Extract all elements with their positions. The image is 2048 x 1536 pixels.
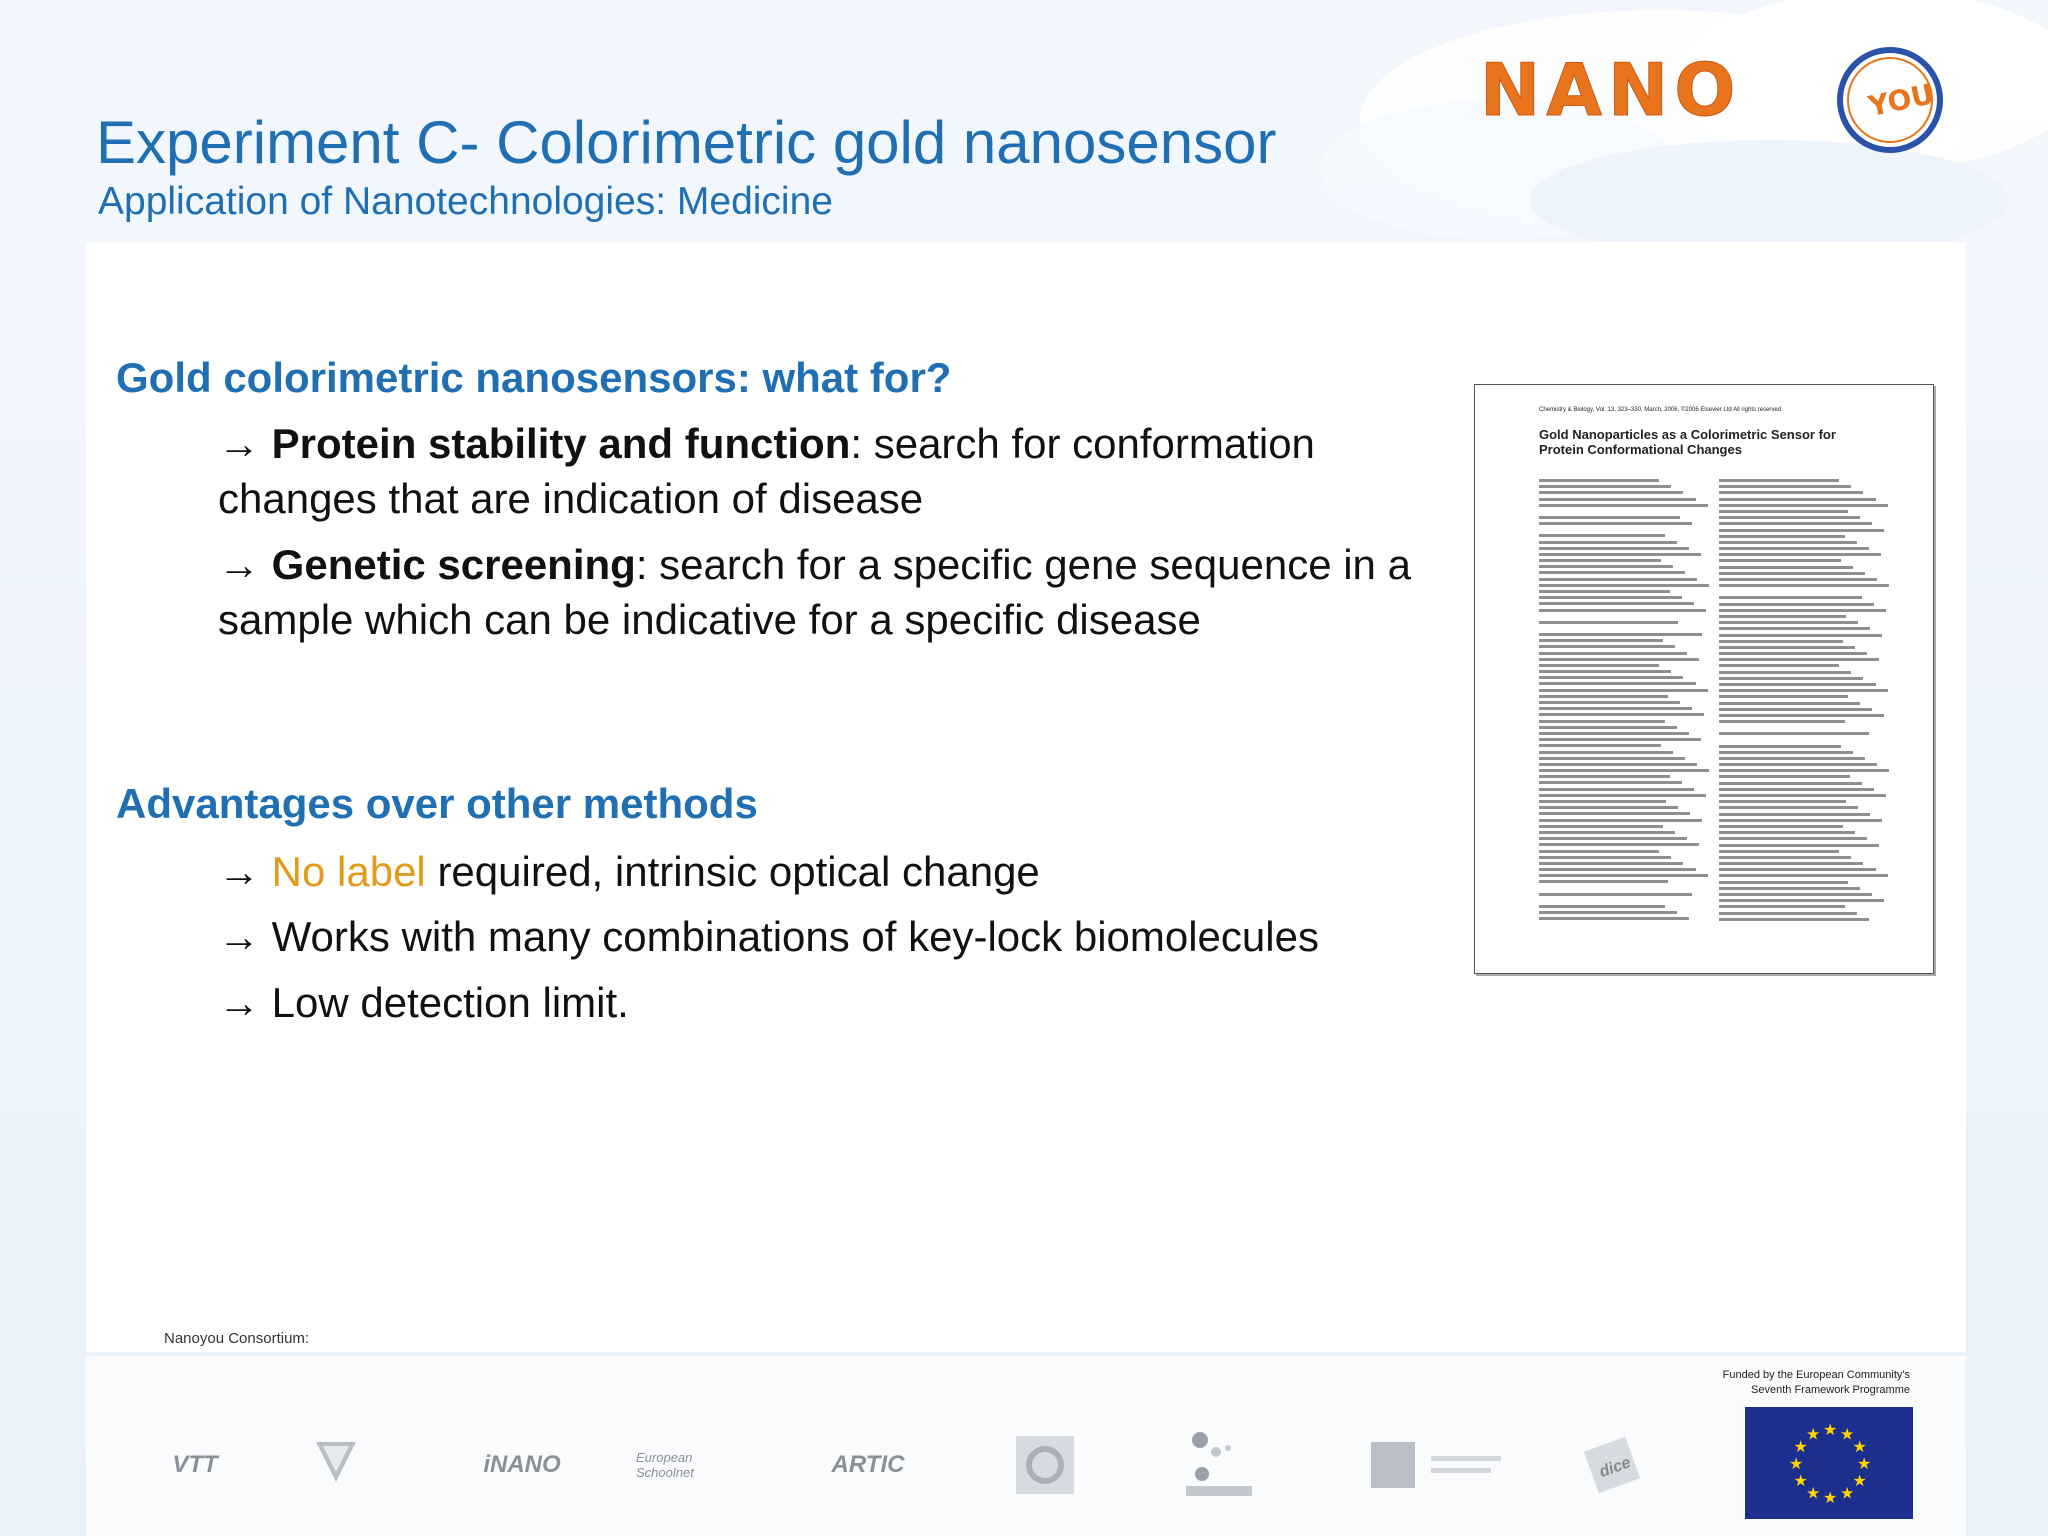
logo-text: NANO (1480, 48, 1742, 132)
paper-text-line (1719, 547, 1869, 550)
paper-text-line (1539, 516, 1680, 519)
arrow: → (218, 913, 260, 960)
paper-text-line (1719, 887, 1860, 890)
slide-title: Experiment C- Colorimetric gold nanosensor (96, 109, 1277, 176)
paper-text-line (1719, 788, 1874, 791)
paper-text-line (1719, 603, 1874, 606)
paper-text-line (1539, 522, 1692, 525)
logo-circle-text: YOU (1865, 77, 1937, 124)
paper-text-line (1719, 504, 1888, 507)
paper-text-line (1539, 565, 1673, 568)
paper-text-line (1539, 491, 1683, 494)
paper-text-line (1539, 800, 1666, 803)
paper-text-line (1719, 720, 1845, 723)
paper-text-line (1539, 720, 1665, 723)
paper-text-line (1539, 485, 1671, 488)
paper-text-line (1719, 874, 1888, 877)
paper-text-line (1539, 639, 1663, 642)
eu-star-icon: ★ (1793, 1439, 1808, 1456)
paper-text-line (1719, 510, 1848, 513)
eu-star-icon: ★ (1840, 1485, 1855, 1503)
paper-text-line (1719, 621, 1858, 624)
paper-text-line (1539, 917, 1689, 920)
paper-text-line (1719, 702, 1860, 705)
paper-text-line (1719, 881, 1848, 884)
paper-column-right (1719, 479, 1891, 949)
paper-text-line (1719, 485, 1851, 488)
paper-text-line (1539, 726, 1677, 729)
paper-text-line (1539, 744, 1661, 747)
bullet-key-lock (218, 909, 1448, 964)
eu-star-icon: ★ (1789, 1456, 1804, 1473)
paper-text-line (1539, 682, 1696, 685)
paper-text-line (1539, 738, 1701, 741)
funded-by-text: Funded by the European Community's Seventh Framework Programme (1722, 1369, 1910, 1396)
paper-text-line (1539, 905, 1665, 908)
partner-logo-dots (1180, 1430, 1260, 1500)
paper-text-line (1719, 658, 1879, 661)
paper-text-line (1539, 609, 1706, 612)
arrow: → (218, 848, 260, 895)
paper-text-line (1719, 862, 1863, 865)
paper-text-line (1539, 819, 1702, 822)
paper-text-line (1539, 856, 1671, 859)
paper-text-line (1719, 572, 1865, 575)
paper-text-line (1719, 677, 1863, 680)
paper-text-line (1539, 670, 1671, 673)
paper-text-line (1539, 862, 1683, 865)
paper-text-line (1719, 763, 1877, 766)
paper-text-line (1719, 671, 1851, 674)
paper-text-line (1719, 732, 1869, 735)
paper-text-line (1539, 602, 1694, 605)
paper-text-line (1539, 504, 1708, 507)
paper-text-line (1719, 541, 1857, 544)
paper-text-line (1719, 714, 1884, 717)
partner-logo-grey (1364, 1430, 1514, 1500)
bullet-no-label (218, 844, 1448, 899)
paper-text-line (1719, 850, 1839, 853)
section-heading-what-for: Gold colorimetric nanosensors: what for? (116, 354, 952, 401)
paper-text-line (1539, 825, 1663, 828)
paper-text-line (1719, 634, 1882, 637)
bullet-bold-term: Protein stability and function (271, 420, 851, 467)
paper-text-line (1539, 676, 1683, 679)
paper-text-line (1719, 800, 1846, 803)
eu-star-icon: ★ (1852, 1439, 1867, 1456)
paper-text-line (1539, 732, 1689, 735)
paper-text-line (1539, 707, 1692, 710)
paper-title: Gold Nanoparticles as a Colorimetric Sensor for Protein Conformational Changes (1539, 427, 1836, 457)
paper-text-line (1719, 708, 1872, 711)
paper-text-line (1719, 775, 1850, 778)
paper-text-line (1539, 584, 1709, 587)
paper-text-line (1719, 769, 1889, 772)
paper-text-line (1539, 812, 1690, 815)
paper-text-line (1719, 627, 1870, 630)
bullet-protein-stability (218, 416, 1448, 526)
paper-text-line (1719, 596, 1862, 599)
paper-text-line (1539, 788, 1694, 791)
paper-text-line (1539, 880, 1668, 883)
paper-text-line (1719, 782, 1862, 785)
eu-star-icon: ★ (1840, 1426, 1855, 1444)
paper-text-line (1719, 819, 1882, 822)
paper-text-line (1719, 689, 1888, 692)
paper-text-line (1719, 522, 1872, 525)
paper-text-line (1539, 769, 1709, 772)
paper-text-line (1539, 534, 1665, 537)
paper-text-line (1539, 633, 1702, 636)
paper-text-line (1539, 664, 1659, 667)
paper-text-line (1719, 745, 1841, 748)
paper-text-line (1539, 621, 1678, 624)
paper-text-line (1539, 541, 1677, 544)
section-heading-advantages: Advantages over other methods (116, 780, 758, 827)
paper-text-line (1719, 553, 1881, 556)
partner-logo-dice (1572, 1430, 1652, 1500)
paper-text-line (1539, 701, 1680, 704)
paper-text-line (1719, 813, 1870, 816)
paper-text-line (1719, 566, 1853, 569)
paper-text-line (1719, 899, 1884, 902)
paper-text-line (1719, 856, 1851, 859)
paper-text-line (1719, 806, 1858, 809)
paper-text-line (1539, 695, 1668, 698)
paper-text-line (1719, 844, 1879, 847)
paper-text-line (1539, 911, 1677, 914)
bullet-genetic-screening (218, 537, 1448, 647)
paper-text-line (1719, 479, 1839, 482)
paper-text-line (1539, 596, 1682, 599)
paper-text-line (1539, 658, 1699, 661)
partner-logo-vtt: VTT (172, 1451, 218, 1478)
bullet-text: : search for a specific gene sequence in a sample which can be indicative for a specific disease (218, 541, 1411, 643)
partner-logo-square (1012, 1430, 1078, 1500)
paper-text-line (1719, 640, 1843, 643)
paper-text-line (1719, 912, 1857, 915)
bullet-detection-limit (218, 975, 1448, 1030)
paper-text-line (1719, 529, 1884, 532)
paper-text-line (1719, 831, 1855, 834)
paper-text-line (1719, 664, 1839, 667)
paper-text-line (1539, 837, 1687, 840)
paper-text-line (1539, 794, 1706, 797)
paper-text-line (1539, 751, 1673, 754)
paper-text-line (1719, 535, 1845, 538)
eu-star-icon: ★ (1793, 1473, 1808, 1490)
eu-star-icon: ★ (1857, 1456, 1872, 1473)
paper-text-line (1539, 713, 1704, 716)
paper-text-line (1719, 868, 1876, 871)
paper-text-line (1539, 645, 1675, 648)
paper-text-line (1719, 751, 1853, 754)
paper-text-line (1539, 479, 1659, 482)
paper-text-line (1539, 893, 1692, 896)
paper-text-line (1539, 498, 1696, 501)
paper-text-line (1539, 689, 1708, 692)
partner-logo-artic: ARTIC (831, 1451, 905, 1478)
paper-text-line (1719, 918, 1869, 921)
paper-text-line (1539, 781, 1682, 784)
paper-text-line (1539, 590, 1670, 593)
paper-text-line (1719, 584, 1889, 587)
bullet-text: : search for conformation changes that are indication of disease (218, 420, 1315, 522)
paper-journal-line: Chemistry & Biology, Vol. 13, 323–330, March, 2006, ©2006 Elsevier Ltd All rights reserved (1539, 407, 1782, 413)
bullet-text: required, intrinsic optical change (425, 848, 1040, 895)
paper-text-line (1539, 831, 1675, 834)
paper-column-left (1539, 479, 1711, 949)
consortium-label: Nanoyou Consortium: (164, 1330, 310, 1347)
eu-star-icon: ★ (1823, 1422, 1838, 1439)
bullet-text: Works with many combinations of key-lock biomolecules (271, 913, 1319, 960)
paper-text-line (1719, 559, 1841, 562)
bullet-highlight: No label (271, 848, 426, 895)
paper-text-line (1719, 491, 1863, 494)
paper-text-line (1539, 843, 1699, 846)
partner-logo-european-schoolnet: European Schoolnet (636, 1450, 694, 1480)
eu-star-icon: ★ (1823, 1490, 1838, 1507)
paper-text-line (1539, 806, 1678, 809)
paper-text-line (1539, 578, 1697, 581)
paper-text-line (1539, 571, 1685, 574)
paper-text-line (1539, 775, 1670, 778)
paper-text-line (1539, 553, 1701, 556)
eu-star-icon: ★ (1852, 1473, 1867, 1490)
bullet-text: Low detection limit. (271, 979, 629, 1026)
paper-text-line (1539, 850, 1659, 853)
svg-text:dice: dice (1597, 1454, 1634, 1482)
paper-thumbnail (1474, 384, 1934, 974)
paper-text-line (1539, 757, 1685, 760)
paper-text-line (1719, 652, 1867, 655)
paper-text-line (1719, 837, 1867, 840)
paper-text-line (1719, 893, 1872, 896)
paper-text-line (1719, 794, 1886, 797)
paper-text-line (1719, 615, 1846, 618)
paper-text-line (1539, 652, 1687, 655)
paper-text-line (1719, 609, 1886, 612)
arrow: → (218, 541, 260, 588)
paper-text-line (1719, 695, 1848, 698)
eu-star-icon: ★ (1806, 1426, 1821, 1444)
bullet-bold-term: Genetic screening (271, 541, 636, 588)
paper-text-line (1539, 874, 1708, 877)
arrow: → (218, 979, 260, 1026)
paper-text-line (1539, 763, 1697, 766)
paper-text-line (1719, 646, 1855, 649)
eu-star-icon: ★ (1806, 1485, 1821, 1503)
eu-flag-icon (1745, 1407, 1913, 1519)
paper-text-line (1539, 559, 1661, 562)
paper-text-line (1719, 757, 1865, 760)
slide-subtitle: Application of Nanotechnologies: Medicine (98, 180, 833, 223)
paper-text-line (1719, 905, 1845, 908)
paper-text-line (1539, 547, 1689, 550)
paper-text-line (1719, 578, 1877, 581)
paper-text-line (1719, 825, 1843, 828)
partner-logo-crest (296, 1430, 376, 1500)
nanoyou-logo (1480, 40, 1960, 190)
arrow: → (218, 420, 260, 467)
paper-text-line (1719, 683, 1876, 686)
paper-text-line (1719, 516, 1860, 519)
paper-text-line (1719, 498, 1876, 501)
partner-logo-inano: iNANO (483, 1451, 561, 1478)
paper-text-line (1539, 868, 1696, 871)
